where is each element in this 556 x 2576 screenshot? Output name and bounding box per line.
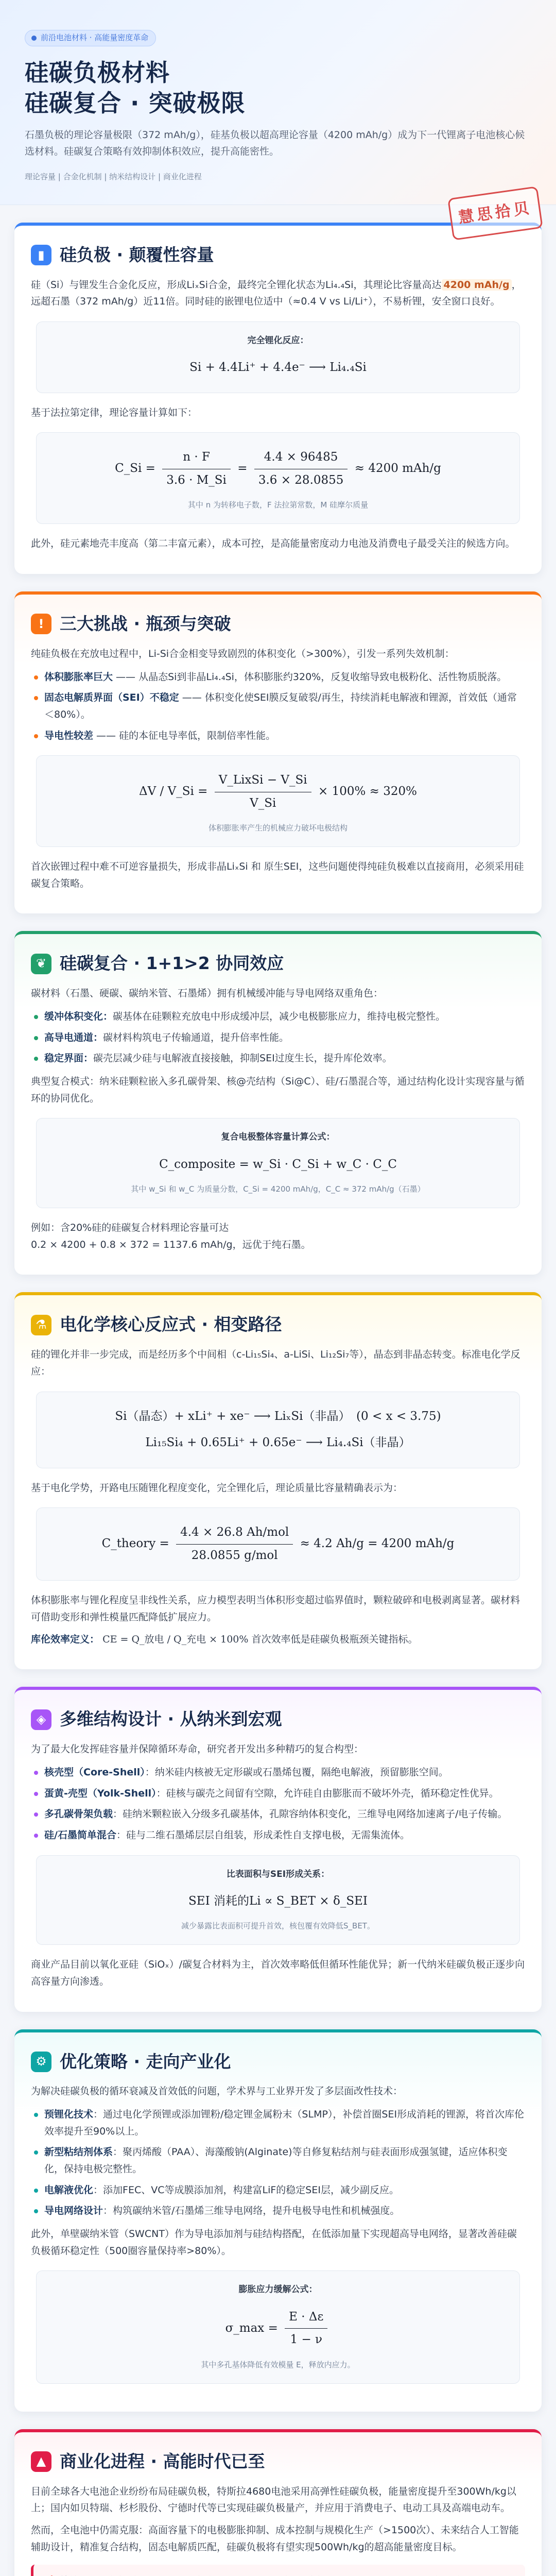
- structure-list: [31, 1764, 525, 1844]
- list-item: [31, 1806, 525, 1823]
- formula-note: 其中 w_Si 和 w_C 为质量分数，C_Si = 4200 mAh/g，C_C ≈ 372 mAh/g（石墨）: [131, 1184, 425, 1194]
- paragraph: 首次嵌锂过程中难不可逆容量损失，形成非晶LiₓSi 和 原生SEI，这些问题使得纯硅负极难以直接商用，必须采用硅碳复合策略。: [31, 861, 524, 889]
- formula-note: 其中 n 为转移电子数，F 法拉第常数，M 硅摩尔质量: [187, 500, 369, 510]
- paragraph: 目前全球各大电池企业纷纷布局硅碳负极，特斯拉4680电池采用高弹性硅碳负极，能量密度提升至300Wh/kg以上；国内如贝特瑞、杉杉股份、宁德时代等已实现硅碳负极量产，并应用于消费电子、电动工具及高端电动车。: [31, 2485, 516, 2514]
- formula-lhs: C_Si =: [115, 462, 155, 476]
- paragraph: 硅（Si）与锂发生合金化反应，形成LiₓSi合金，最终完全锂化状态为Li₄.₄Si，其理论比容量高达 4200 mAh/g ，远超石墨（372 mAh/g）近11倍。同时硅的嵌锂电位适中（≈0.4 V vs Li/Li⁺），不易析锂，安全窗口良好。: [31, 279, 522, 308]
- section-reactions: [14, 1292, 542, 1669]
- item-text: —— 体积变化使SEI膜反复破裂/再生，持续消耗电解液和锂源，首效低（通常＜80%）。: [44, 692, 517, 720]
- formula-note: 体积膨胀率产生的机械应力破坏电极结构: [208, 823, 348, 833]
- item-label: 导电性较差: [44, 730, 94, 741]
- formula-title: 膨胀应力缓解公式：: [238, 2284, 318, 2295]
- paragraph: 基于电化学势，开路电压随锂化程度变化，完全锂化后，理论质量比容量精确表示为：: [31, 1482, 403, 1494]
- item-text: 碳材料构筑电子传输通道，提升倍率性能。: [103, 1031, 289, 1043]
- formula-eq: =: [237, 462, 248, 476]
- formula-box: [36, 2270, 520, 2383]
- paragraph: 碳材料（石墨、硬碳、碳纳米管、石墨烯）拥有机械缓冲能与导电网络双重角色：: [31, 988, 384, 999]
- section-challenges: [14, 591, 542, 913]
- list-item: [31, 727, 525, 744]
- section-title: [31, 244, 525, 266]
- list-item: [31, 2144, 525, 2177]
- item-text: 碳壳层减少硅与电解液直接接触，抑制SEI过度生长，提升库伦效率。: [93, 1053, 392, 1064]
- denominator: 1 − ν: [290, 2333, 323, 2347]
- list-item: [31, 2182, 525, 2199]
- challenge-list: [31, 669, 525, 744]
- battery-icon: ▮: [31, 245, 51, 265]
- item-label: 体积膨胀率巨大: [44, 671, 113, 683]
- text: 0.2 × 4200 + 0.8 × 372 = 1137.6 mAh/g，远优于纯石墨。: [31, 1239, 311, 1250]
- page-title: [25, 58, 531, 118]
- text: 硅（Si）与锂发生合金化反应，形成Li: [31, 279, 195, 291]
- section-title: [31, 2051, 525, 2073]
- text: 首次嵌锂过程中难不可逆容量损失，形成非晶Li: [31, 861, 235, 873]
- formula-box: [36, 321, 520, 393]
- seal-stamp: 慧思拾贝: [447, 186, 543, 241]
- section-structures: [14, 1687, 542, 2011]
- text: Si，其理论比容量高达: [344, 279, 442, 291]
- section-composite: [14, 931, 542, 1275]
- item-label: 导电网络设计: [44, 2205, 103, 2217]
- hero-header: [0, 0, 556, 227]
- list-item: [31, 1827, 525, 1844]
- item-text: ：通过电化学预锂或添加锂粉/稳定锂金属粉末（SLMP），补偿首圈SEI形成消耗的锂源，将首次库伦效率提升至90%以上。: [44, 2109, 525, 2137]
- formula-expansion: [49, 767, 507, 817]
- text: 例如：含20%硅的硅碳复合材料理论容量可达: [31, 1222, 229, 1233]
- list-item: [31, 1008, 525, 1025]
- item-label: 核壳型（Core-Shell）: [44, 1766, 145, 1778]
- formula-reaction-1: Si（晶态）+ xLi⁺ + xe⁻ ⟶ LiₓSi（非晶） (0 < x < 3.75): [115, 1409, 441, 1423]
- item-text: —— 从晶态Si到非晶Li₄.₄Si，体积膨胀约320%，反复收缩导致电极粉化、活性物质脱落。: [113, 671, 507, 683]
- item-label: 多孔碳骨架负载: [44, 1808, 113, 1820]
- fraction: [254, 447, 348, 490]
- title-line-1: 硅碳负极材料: [25, 58, 170, 87]
- item-label: 预锂化技术: [44, 2109, 94, 2121]
- formula-capacity: [49, 444, 507, 494]
- paragraph: 典型复合模式：纳米硅颗粒嵌入多孔碳骨架、核@壳结构（Si@C）、硅/石墨混合等，通过结构化设计实现容量与循环的协同优化。: [31, 1076, 525, 1104]
- denominator: 28.0855 g/mol: [191, 1548, 278, 1562]
- list-item: [31, 2202, 525, 2219]
- warning-icon: !: [31, 614, 51, 634]
- formula-rhs: × 100% ≈ 320%: [318, 785, 417, 799]
- formula-lithiation: Si + 4.4Li⁺ + 4.4e⁻ ⟶ Li₄.₄Si: [189, 361, 367, 375]
- text: ，远超石墨（372 mAh/g）近11倍。同时硅的嵌锂电位适中（≈0.4 V vs Li/Li⁺），不易析锂，安全窗口良好。: [31, 279, 522, 308]
- item-label: 蛋黄-壳型（Yolk-Shell）: [44, 1787, 157, 1799]
- item-text: ：硅与二维石墨烯层层自组装，形成柔性自支撑电极，无需集流体。: [116, 1829, 410, 1841]
- highlight-capacity: 4200 mAh/g: [442, 279, 512, 291]
- section-title-text: 优化策略 · 走向产业化: [60, 2051, 231, 2072]
- paragraph: [31, 1631, 525, 1648]
- numerator: n · F: [162, 447, 231, 469]
- formula-box: [36, 1507, 520, 1581]
- formula-lhs: C_theory =: [101, 1537, 169, 1551]
- paragraph: 纯硅负极在充放电过程中，Li-Si合金相变导致剧烈的体积变化（>300%），引发一系列失效机制：: [31, 648, 455, 659]
- formula-theory: [49, 1519, 507, 1569]
- fraction: [285, 2307, 327, 2350]
- item-text: 碳基体在硅颗粒充放电中形成缓冲层，减少电极膨胀应力，维持电极完整性。: [113, 1010, 446, 1022]
- chart-icon: ▲: [31, 2451, 51, 2472]
- section-optimization: [14, 2029, 542, 2412]
- paragraph: 硅的锂化并非一步完成，而是经历多个中间相（c-Li₁₅Si₄、a-LiSi、Li₁₂Si₇等），晶态到非晶态转变。标准电化学反应：: [31, 1349, 520, 1377]
- formula-box: [36, 1118, 520, 1208]
- ce-label: 库伦效率定义：: [31, 1633, 100, 1645]
- fraction: [176, 1522, 293, 1566]
- page-subtitle: 石墨负极的理论容量极限（372 mAh/g），硅基负极以超高理论容量（4200 mAh/g）成为下一代锂离子电池核心候选材料。硅碳复合策略有效抑制体积效应，提升高能密性。: [25, 129, 525, 158]
- layers-icon: ◈: [31, 1709, 51, 1730]
- section-title: [31, 953, 525, 975]
- paragraph: 为了最大化发挥硅容量并保障循环寿命，研究者开发出多种精巧的复合构型：: [31, 1743, 364, 1755]
- numerator: 4.4 × 26.8 Ah/mol: [176, 1522, 293, 1545]
- list-item: [31, 689, 525, 723]
- section-title-text: 多维结构设计 · 从纳米到宏观: [60, 1709, 282, 1730]
- item-text: ：纳米硅内核被无定形碳或石墨烯包覆，隔绝电解液，预留膨胀空间。: [145, 1766, 448, 1778]
- formula-reaction-2: Li₁₅Si₄ + 0.65Li⁺ + 0.65e⁻ ⟶ Li₄.₄Si（非晶）: [145, 1436, 411, 1450]
- formula-note: 其中多孔基体降低有效模量 E，释放内应力。: [201, 2360, 355, 2369]
- formula-box: [36, 1392, 520, 1468]
- paragraph: 然而，全电池中仍需克服：高面容量下的电极膨胀抑制、成本控制与规模化生产（>1500次）、未来结合人工智能辅助设计，精准复合结构，固态电解质匹配，硅碳负极将有望实现500Wh/kg的超高能量密度目标。: [31, 2524, 519, 2553]
- item-label: 新型粘结剂体系: [44, 2146, 113, 2158]
- synergy-list: [31, 1008, 525, 1067]
- paragraph: 为解决硅碳负极的循环衰减及首效低的问题，学术界与工业界开发了多层面改性技术：: [31, 2086, 403, 2097]
- formula-lhs: ΔV / V_Si =: [139, 785, 208, 799]
- paragraph: 此外，单壁碳纳米管（SWCNT）作为导电添加剂与硅结构搭配，在低添加量下实现超高导电网络，显著改善硅碳负极循环稳定性（500圈容量保持率>80%）。: [31, 2228, 517, 2257]
- item-text: ：构筑碳纳米管/石墨烯三维导电网络，提升电极导电性和机械强度。: [103, 2205, 400, 2217]
- section-title-text: 商业化进程 · 高能时代已至: [60, 2451, 265, 2471]
- section-title-text: 电化学核心反应式 · 相变路径: [60, 1314, 282, 1335]
- formula-stress: [49, 2304, 507, 2353]
- list-item: [31, 1785, 525, 1802]
- item-label: 缓冲体积变化：: [44, 1010, 113, 1022]
- item-text: ：添加FEC、VC等成膜添加剂，构建富LiF的稳定SEI层，减少副反应。: [93, 2184, 399, 2196]
- ce-note: 首次效率低是硅碳负极瓶颈关键指标。: [251, 1633, 418, 1645]
- flask-icon: ⚗: [31, 1315, 51, 1335]
- fraction: [162, 447, 231, 490]
- fraction: [215, 770, 311, 814]
- formula-sei: SEI 消耗的Li ∝ S_BET × δ_SEI: [188, 1894, 368, 1908]
- topic-tag: 前沿电池材料 · 高能量密度革命: [25, 30, 156, 46]
- page-meta: 理论容量 | 合金化机制 | 纳米结构设计 | 商业化进程: [25, 172, 202, 181]
- numerator: E · Δε: [285, 2307, 327, 2329]
- formula-lhs: σ_max =: [225, 2321, 278, 2335]
- section-title-text: 硅碳复合 · 1+1>2 协同效应: [60, 953, 284, 974]
- section-commercial: [14, 2429, 542, 2576]
- formula-rhs: ≈ 4200 mAh/g: [354, 462, 441, 476]
- section-capacity: [14, 223, 542, 574]
- numerator: V_LixSi − V_Si: [215, 770, 311, 792]
- item-text: ：硅纳米颗粒嵌入分级多孔碳基体，孔隙容纳体积变化，三维导电网络加速离子/电子传输。: [113, 1808, 508, 1820]
- formula-box: [36, 755, 520, 847]
- numerator: 4.4 × 96485: [254, 447, 348, 469]
- section-title: [31, 2451, 525, 2473]
- item-label: 高导电通道：: [44, 1031, 103, 1043]
- leaf-icon: ❦: [31, 954, 51, 974]
- item-label: 电解液优化: [44, 2184, 94, 2196]
- title-line-2: 硅碳复合 · 突破极限: [25, 89, 246, 117]
- item-label: 稳定界面：: [44, 1053, 94, 1064]
- formula-title: 比表面积与SEI形成关系：: [226, 1869, 330, 1879]
- paragraph: 此外，硅元素地壳丰度高（第二丰富元素），成本可控，是高能量密度动力电池及消费电子最受关注的候选方向。: [31, 538, 515, 550]
- formula-title: 完全锂化反应：: [247, 335, 309, 346]
- paragraph: 体积膨胀率与锂化程度呈非线性关系，应力模型表明当体积形变超过临界值时，颗粒破碎和电极剥离显著。碳材料可借助变形和弹性模量匹配降低扩展应力。: [31, 1595, 520, 1623]
- list-item: [31, 1029, 525, 1046]
- item-label: 固态电解质界面（SEI）不稳定: [44, 692, 179, 704]
- ce-formula: CE = Q_放电 / Q_充电 × 100%: [102, 1633, 249, 1645]
- formula-composite: C_composite = w_Si · C_Si + w_C · C_C: [159, 1157, 397, 1171]
- gear-icon: ⚙: [31, 2052, 51, 2072]
- strategy-list: [31, 2106, 525, 2219]
- paragraph: 基于法拉第定律，理论容量计算如下：: [31, 406, 198, 418]
- section-title-text: 硅负极 · 颠覆性容量: [60, 244, 214, 265]
- formula-title: 复合电极整体容量计算公式：: [221, 1132, 335, 1143]
- denominator: 3.6 · M_Si: [166, 473, 227, 487]
- section-title-text: 三大挑战 · 瓶颈与突破: [60, 613, 231, 634]
- section-title: [31, 1708, 525, 1731]
- text: Si合金，最终完全锂化状态为Li: [199, 279, 334, 291]
- section-title: [31, 613, 525, 635]
- formula-rhs: ≈ 4.2 Ah/g = 4200 mAh/g: [300, 1537, 455, 1551]
- list-item: [31, 2106, 525, 2140]
- denominator: 3.6 × 28.0855: [258, 473, 344, 487]
- formula-box: [36, 1855, 520, 1945]
- section-title: [31, 1314, 525, 1336]
- list-item: [31, 669, 525, 686]
- formula-box: [36, 432, 520, 524]
- item-text: —— 硅的本征电导率低，限制倍率性能。: [93, 730, 276, 741]
- item-text: ：硅核与碳壳之间留有空隙，允许硅自由膨胀而不破坏外壳，循环稳定性优异。: [156, 1787, 499, 1799]
- item-text: ：聚丙烯酸（PAA）、海藻酸钠(Alginate)等自修复粘结剂与硅表面形成强氢键，适应体积变化，保持电极完整性。: [44, 2146, 508, 2175]
- text: Si 和 原生SEI，这些问题使得纯硅负极难以直接商用，必须采用硅碳复合策略。: [31, 861, 524, 889]
- summary-callout: [31, 2565, 525, 2576]
- formula-note: 减少暴露比表面积可提升首效，核包覆有效降低S_BET。: [181, 1921, 375, 1931]
- paragraph: 商业产品目前以氧化亚硅（SiOₓ）/碳复合材料为主，首次效率略低但循环性能优异；新一代纳米硅碳负极正逐步向高容量方向渗透。: [31, 1959, 525, 1987]
- paragraph: [31, 1219, 525, 1253]
- denominator: V_Si: [250, 796, 276, 810]
- list-item: [31, 1764, 525, 1781]
- item-label: 硅/石墨简单混合: [44, 1829, 116, 1841]
- list-item: [31, 1050, 525, 1067]
